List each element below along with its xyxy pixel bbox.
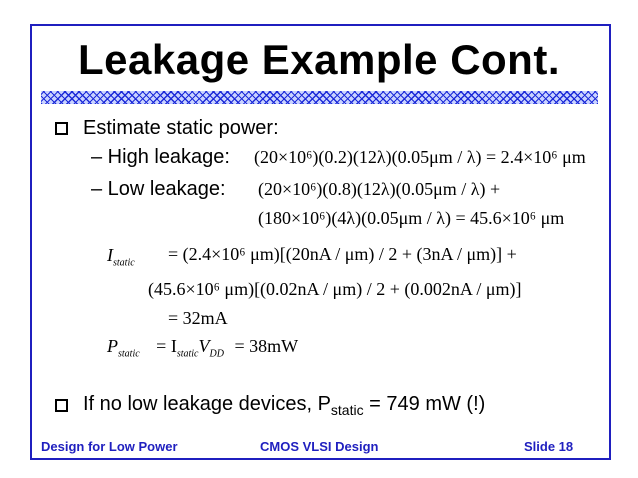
low-leakage-label: – Low leakage:	[91, 178, 226, 200]
low-leakage-equation-line1: (20×10⁶)(0.8)(12λ)(0.05μm / λ) +	[258, 179, 501, 199]
istatic-lhs: $I_{static}$	[107, 245, 135, 269]
decorative-band	[41, 91, 598, 104]
high-leakage-equation: (20×10⁶)(0.2)(12λ)(0.05μm / λ) = 2.4×10⁶ μm	[254, 147, 586, 167]
pstatic-equation: $P_{static} = I_{static}V_{DD} = 38mW$	[107, 336, 299, 360]
checkbox-bullet-icon	[55, 122, 68, 135]
bullet-text: If no low leakage devices, $P_{static} = 749$ mW (!)	[83, 393, 486, 418]
istatic-equation-line1: = (2.4×10⁶ μm)[(20nA / μm) / 2 + (3nA / μm)] +	[168, 244, 517, 264]
low-leakage-equation-line2: (180×10⁶)(4λ)(0.05μm / λ) = 45.6×10⁶ μm	[258, 208, 565, 228]
footer-left: Design for Low Power	[41, 439, 178, 454]
istatic-equation-line3: = 32mA	[168, 308, 228, 328]
checkbox-bullet-icon	[55, 399, 68, 412]
high-leakage-label: – High leakage:	[91, 146, 230, 168]
footer-center: CMOS VLSI Design	[260, 439, 379, 454]
bullet-estimate	[55, 117, 279, 140]
slide-title: Leakage Example Cont.	[78, 36, 560, 83]
bullet-no-low-leakage	[55, 393, 485, 418]
footer-slide-number: Slide 18	[524, 439, 574, 454]
bullet-text: Estimate static power:	[83, 117, 279, 139]
istatic-equation-line2: (45.6×10⁶ μm)[(0.02nA / μm) / 2 + (0.002nA / μm)]	[148, 279, 522, 299]
